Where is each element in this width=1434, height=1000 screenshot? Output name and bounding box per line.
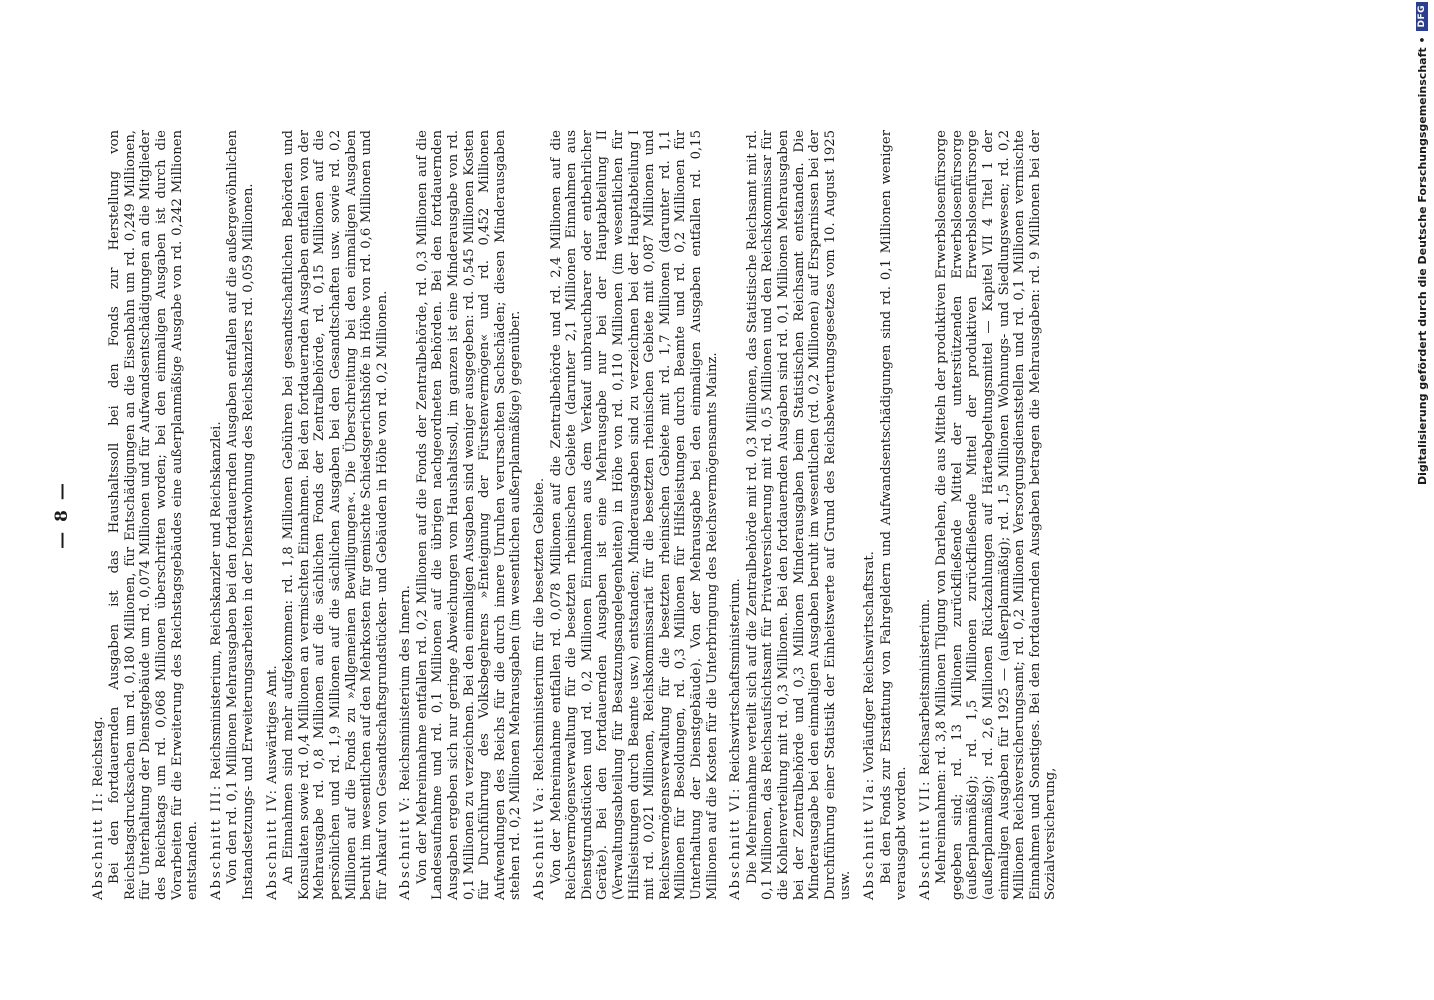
section [728,130,854,900]
section-number: Abschnitt VII: [917,779,933,900]
page-number: — 8 — [52,481,72,549]
document-body [52,130,1067,900]
section-heading [728,130,744,900]
section-paragraph: Von der Mehreinnahme entfallen rd. 0,2 Millionen auf die Fonds der Zentralbehörde, rd. 0,3 Millionen auf die Landesaufnahme und rd. 0,1 Millionen auf die übrigen nachgeordneten Behörden. Bei den fortdauernden Ausgaben ergeben sich nur geringe Abweichungen vom Haushaltssoll, im ganzen ist eine Minderausgabe von rd. 0,1 Millionen zu verzeichnen. Bei den einmaligen Ausgaben sind weniger ausgegeben: rd. 0,545 Millionen Kosten für Durchführung des Volksbegehrens »Enteignung der Fürstenvermögen« und rd. 0,452 Millionen Aufwendungen des Reichs für die durch innere Unruhen verursachten Sachschäden; diesen Minderausgaben stehen rd. 0,2 Millionen Mehrausgaben (im wesentlichen außerplanmäßige) gegenüber. [414,130,524,900]
section-number: Abschnitt IV: [264,788,280,900]
section [862,130,910,900]
section-title: Reichstag. [90,716,106,787]
section-title: Reichsministerium des Innern. [398,585,414,792]
section-paragraph: Von den rd. 0,1 Millionen Mehrausgaben bei den fortdauernden Ausgaben entfallen auf die außergewöhnlichen Instandsetzungs- und Erweiterungsarbeiten in der Dienstwohnung des Reichskanzlers rd. 0,059 Millionen. [225,130,256,900]
section [91,130,201,900]
attribution-text: Digitalisierung gefördert durch die Deutsche Forschungsgemeinschaft • [1415,36,1429,486]
section-heading [91,130,107,900]
dfg-logo-icon: DFG [1416,2,1428,31]
section-title: Reichswirtschaftsministerium. [728,578,744,783]
section-heading [862,130,878,900]
section [265,130,391,900]
section-title: Reichsministerium für die besetzten Gebiete. [532,477,548,782]
attribution-strip [1411,0,1433,1000]
section-paragraph: Die Mehreinnahme verteilt sich auf die Zentralbehörde mit rd. 0,3 Millionen, das Statistische Reichsamt mit rd. 0,1 Millionen, das Reichsaufsichtsamt für Privatversicherung mit rd. 0,5 Millionen und den Reichskommissar für die Kohlenverteilung mit rd. 0,3 Millionen. Bei den fortdauernden Ausgaben sind rd. 0,1 Millionen Mehrausgaben bei der Zentralbehörde und 0,3 Millionen Minderausgaben beim Statistischen Reichsamt entstanden. Die Minderausgabe bei den einmaligen Ausgaben beruht im wesentlichen (rd. 0,2 Millionen) auf Ersparnissen bei der Durchführung einer Statistik der Einheitswerte auf Grund des Reichsbewertungsgesetzes vom 10. August 1925 usw. [744,130,854,900]
section-number: Abschnitt VI: [728,786,744,900]
section-number: Abschnitt II: [90,791,106,900]
section-paragraph: Bei den Fonds zur Erstattung von Fahrgeldern und Aufwandsentschädigungen sind rd. 0,1 Millionen weniger verausgabt worden. [878,130,910,900]
section-heading [918,130,934,900]
section [918,130,1059,900]
section [398,130,524,900]
section-heading [265,130,281,900]
section-number: Abschnitt VIa: [861,776,877,900]
section-title: Auswärtiges Amt. [264,665,280,784]
section-heading [398,130,414,900]
section-heading [532,130,548,900]
section-paragraph: An Einnahmen sind mehr aufgekommen: rd. 1,8 Millionen Gebühren bei gesandtschaftlichen Behörden und Konsulaten sowie rd. 0,4 Millionen an vermischten Einnahmen. Bei den fortdauernden Ausgaben entfallen von der Mehrausgabe rd. 0,8 Millionen auf die sächlichen Fonds der Zentralbehörde, rd. 0,15 Millionen auf die persönlichen und rd. 1,9 Millionen auf die sächlichen Ausgaben bei den Gesandtschaften usw. sowie rd. 0,2 Millionen auf die Fonds zu »Allgemeinen Bewilligungen«. Die Überschreitung bei den einmaligen Ausgaben beruht im wesentlichen auf den Mehrkosten für gemischte Schiedsgerichtshöfe in Höhe von rd. 0,6 Millionen und für Ankauf von Gesandtschaftsgrundstücken- und Gebäuden in Höhe von rd. 0,2 Millionen. [281,130,390,900]
section-paragraph: Mehreinnahmen: rd. 3,8 Millionen Tilgung von Darlehen, die aus Mitteln der produktiven Erwerbslosenfürsorge gegeben sind; rd. 13 Millionen zurückfließende Mittel der unterstützenden Erwerbslosenfürsorge (außerplanmäßig); rd. 1,5 Millionen zurückfließende Mittel der produktiven Erwerbslosenfürsorge (außerplanmäßig); rd. 2,6 Millionen Rückzahlungen auf Härteabgeltungsmittel — Kapitel VII 4 Titel 1 der einmaligen Ausgaben für 1925 — (außerplanmäßig); rd. 1,5 Millionen Wohnungs- und Siedlungswesen; rd. 0,2 Millionen Reichsversicherungsamt; rd. 0,2 Millionen Versorgungsdienststellen und rd. 0,1 Millionen vermischte Einnahmen und Sonstiges. Bei den fortdauernden Ausgaben betragen die Mehrausgaben: rd. 9 Millionen bei der Sozialversicherung, [934,130,1059,900]
section-heading [209,130,225,900]
section-list [91,130,1059,900]
section-paragraph: Bei den fortdauernden Ausgaben ist das Haushaltssoll bei den Fonds zur Herstellung von Reichstagsdrucksachen um rd. 0,180 Millionen, für Entschädigungen an die Eisenbahn um rd. 0,249 Millionen, für Unterhaltung der Dienstgebäude um rd. 0,074 Millionen und für Aufwandsentschädigungen an die Mitglieder des Reichstags um rd. 0,068 Millionen überschritten worden; bei den einmaligen Ausgaben ist durch die Vorarbeiten für die Erweiterung des Reichstagsgebäudes eine außerplanmäßige Ausgabe von rd. 0,242 Millionen entstanden. [107,130,201,900]
section-title: Reichsministerium, Reichskanzler und Reichskanzlei. [208,421,224,780]
section-number: Abschnitt Va: [532,785,548,900]
section [209,130,257,900]
section-paragraph: Von der Mehreinnahme entfallen rd. 0,078 Millionen auf die Zentralbehörde und rd. 2,4 Millionen auf die Reichsvermögensverwaltung für die besetzten rheinischen Gebiete (darunter 2,1 Millionen Einnahmen aus Dienstgrundstücken und rd. 0,2 Millionen Einnahmen aus dem Verkauf unbrauchbarer oder entbehrlicher Geräte). Bei den fortdauernden Ausgaben ist eine Mehrausgabe nur bei der Hauptabteilung II (Verwaltungsabteilung für Besatzungsangelegenheiten) in Höhe von rd. 0,110 Millionen (im wesentlichen für Hilfsleistungen durch Beamte usw.) entstanden; Minderausgaben sind zu verzeichnen bei der Hauptabteilung I mit rd. 0,021 Millionen, Reichskommissariat für die besetzten rheinischen Gebiete mit 0,087 Millionen und Reichsvermögensverwaltung für die besetzten rheinischen Gebiete mit rd. 1,7 Millionen (darunter rd. 1,1 Millionen für Besoldungen, rd. 0,3 Millionen für Hilfsleistungen durch Beamte und rd. 0,2 Millionen für Unterhaltung der Dienstgebäude). Von der Mehrausgabe bei den einmaligen Ausgaben entfallen rd. 0,15 Millionen auf die Kosten für die Unterbringung des Reichsvermögensamts Mainz. [548,130,720,900]
section [532,130,720,900]
section-title: Reichsarbeitsministerium. [917,598,933,776]
section-number: Abschnitt III: [208,783,224,900]
section-number: Abschnitt V: [398,795,414,900]
section-title: Vorläufiger Reichswirtschaftsrat. [861,551,877,773]
